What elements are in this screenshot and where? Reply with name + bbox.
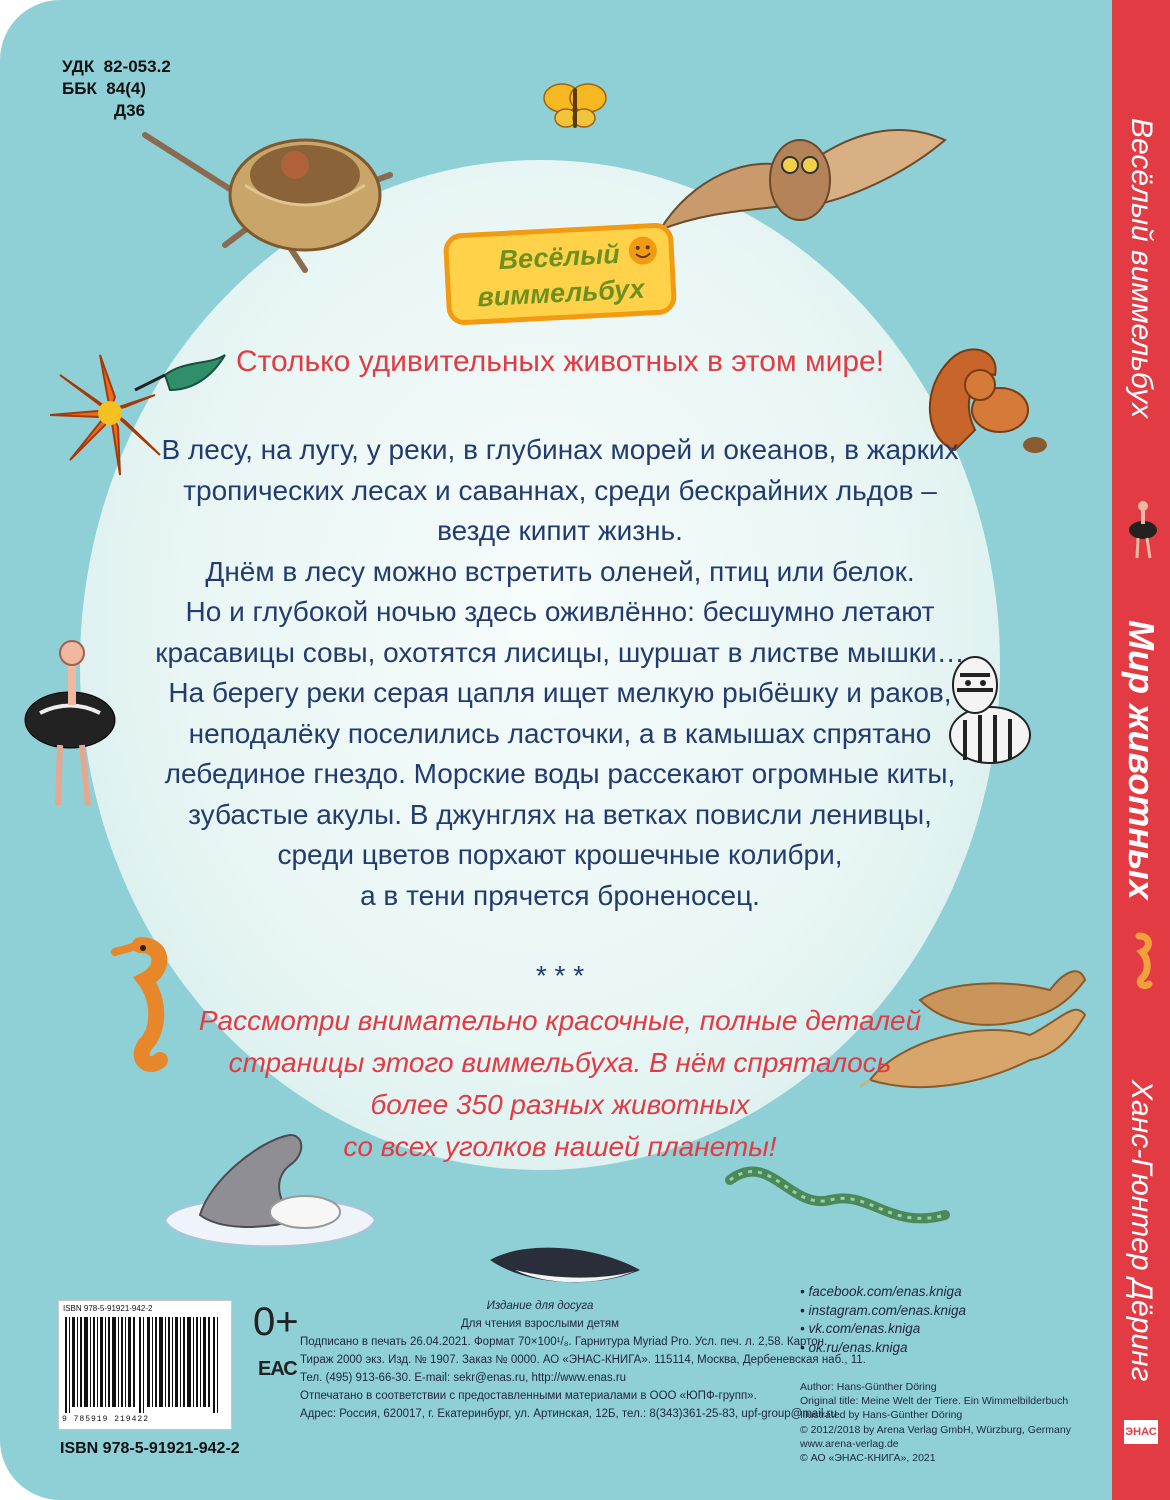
invitation-line: со всех уголков нашей планеты! xyxy=(343,1131,777,1162)
invitation-line: страницы этого виммельбуха. В нём спряталось xyxy=(228,1047,892,1078)
age-rating: 0+ xyxy=(253,1300,299,1344)
penguin-illustration xyxy=(485,1235,645,1295)
bbk-label: ББК xyxy=(62,79,97,98)
spine-author: Ханс-Гюнтер Дёринг xyxy=(1125,1080,1158,1382)
social-link-ok[interactable]: • ok.ru/enas.kniga xyxy=(800,1339,908,1355)
spine-series-title: Весёлый виммельбух xyxy=(1125,118,1158,419)
series-logo xyxy=(443,222,677,326)
imprint-line: Адрес: Россия, 620017, г. Екатеринбург, ул. Артинская, 12Б, тел.: 8(343)361-25-83, upf-group@mail.ru xyxy=(300,1408,837,1420)
description-line: а в тени прячется броненосец. xyxy=(360,879,760,911)
imprint-audience: Для чтения взрослыми детям xyxy=(460,1318,620,1330)
credits xyxy=(800,1380,1071,1465)
ostrich-illustration xyxy=(20,635,130,815)
smiley-icon xyxy=(626,234,660,268)
isbn-label: ISBN 978-5-91921-942-2 xyxy=(60,1440,240,1457)
udk-label: УДК xyxy=(62,57,95,76)
barcode-icon xyxy=(65,1317,225,1413)
description-line: красавицы совы, охотятся лисицы, шуршат в листве мышки… xyxy=(155,636,965,668)
credit-line: Author: Hans-Günther Döring xyxy=(800,1381,937,1393)
description-line: Но и глубокой ночью здесь оживлённо: бесшумно летают xyxy=(185,596,935,627)
credit-line: www.arena-verlag.de xyxy=(800,1437,899,1450)
social-link-facebook[interactable]: • facebook.com/enas.kniga xyxy=(800,1284,962,1299)
author-sign: Д36 xyxy=(114,101,146,120)
logo-line-1: Весёлый xyxy=(497,238,621,276)
description-line: тропических лесах и саваннах, среди бескрайних льдов – xyxy=(183,474,937,506)
publisher-logo: ЭНАС xyxy=(1124,1420,1158,1444)
udk-value: 82-053.2 xyxy=(103,57,171,76)
description-line: везде кипит жизнь. xyxy=(437,515,683,546)
imprint-line: Тираж 2000 экз. Изд. № 1907. Заказ № 0000. АО «ЭНАС-КНИГА». 115114, Москва, Дербеневская наб., 11. xyxy=(300,1354,866,1366)
invitation-line: Рассмотри внимательно красочные, полные деталей xyxy=(198,1005,922,1036)
credit-line: Original title: Meine Welt der Tiere. Ein Wimmelbilderbuch xyxy=(800,1395,1069,1408)
spine-book-title: Мир животных xyxy=(1121,620,1162,900)
description-line: зубастые акулы. В джунглях на ветках повисли ленивцы, xyxy=(188,798,932,830)
imprint-purpose: Издание для досуга xyxy=(486,1300,594,1312)
description-line: На берегу реки серая цапля ищет мелкую рыбёшку и раков, xyxy=(168,677,952,708)
description-line: среди цветов порхают крошечные колибри, xyxy=(277,839,843,870)
social-link-instagram[interactable]: • instagram.com/enas.kniga xyxy=(800,1302,967,1318)
bird-nest-illustration xyxy=(135,105,395,275)
credit-line: © 2012/2018 by Arena Verlag GmbH, Würzburg, Germany xyxy=(800,1423,1071,1436)
logo-line-2: виммельбух xyxy=(476,273,646,313)
imprint-line: Отпечатано в соответствии с предоставленными материалами в ООО «ЮПФ-групп». xyxy=(300,1390,757,1402)
bbk-value: 84(4) xyxy=(106,79,146,98)
ostrich-icon xyxy=(1125,500,1159,560)
imprint-line: Подписано в печать 26.04.2021. Формат 70×100¹/₈. Гарнитура Myriad Pro. Усл. печ. л. 2,58. Картон. xyxy=(300,1336,828,1348)
butterfly-illustration xyxy=(540,78,610,138)
description-line: В лесу, на лугу, у реки, в глубинах морей и океанов, в жарких xyxy=(161,434,959,465)
description-line: неподалёку поселились ласточки, а в камышах спрятано xyxy=(188,717,932,749)
imprint-line: Тел. (495) 913-66-30. E-mail: sekr@enas.ru, http://www.enas.ru xyxy=(300,1372,627,1384)
description-line: лебединое гнездо. Морские воды рассекают огромные киты, xyxy=(164,758,956,789)
headline: Столько удивительных животных в этом мире! xyxy=(235,345,885,378)
separator: * * * xyxy=(535,960,585,991)
isbn-small-label: ISBN 978-5-91921-942-2 xyxy=(63,1304,153,1313)
credit-line: © АО «ЭНАС-КНИГА», 2021 xyxy=(800,1452,936,1465)
invitation-text xyxy=(150,1000,970,1168)
barcode-box xyxy=(58,1300,232,1430)
owl-illustration xyxy=(650,110,950,250)
social-link-vk[interactable]: • vk.com/enas.kniga xyxy=(800,1321,921,1336)
description-text xyxy=(150,430,970,916)
description-line: Днём в лесу можно встретить оленей, птиц или белок. xyxy=(205,555,915,587)
eac-mark: ЕАС xyxy=(258,1358,297,1380)
credit-line: Illustrated by Hans-Günther Döring xyxy=(800,1409,963,1422)
invitation-line: более 350 разных животных xyxy=(370,1089,750,1120)
barcode-digits: 9 785919 219422 xyxy=(62,1415,150,1424)
seahorse-icon xyxy=(1125,930,1159,990)
